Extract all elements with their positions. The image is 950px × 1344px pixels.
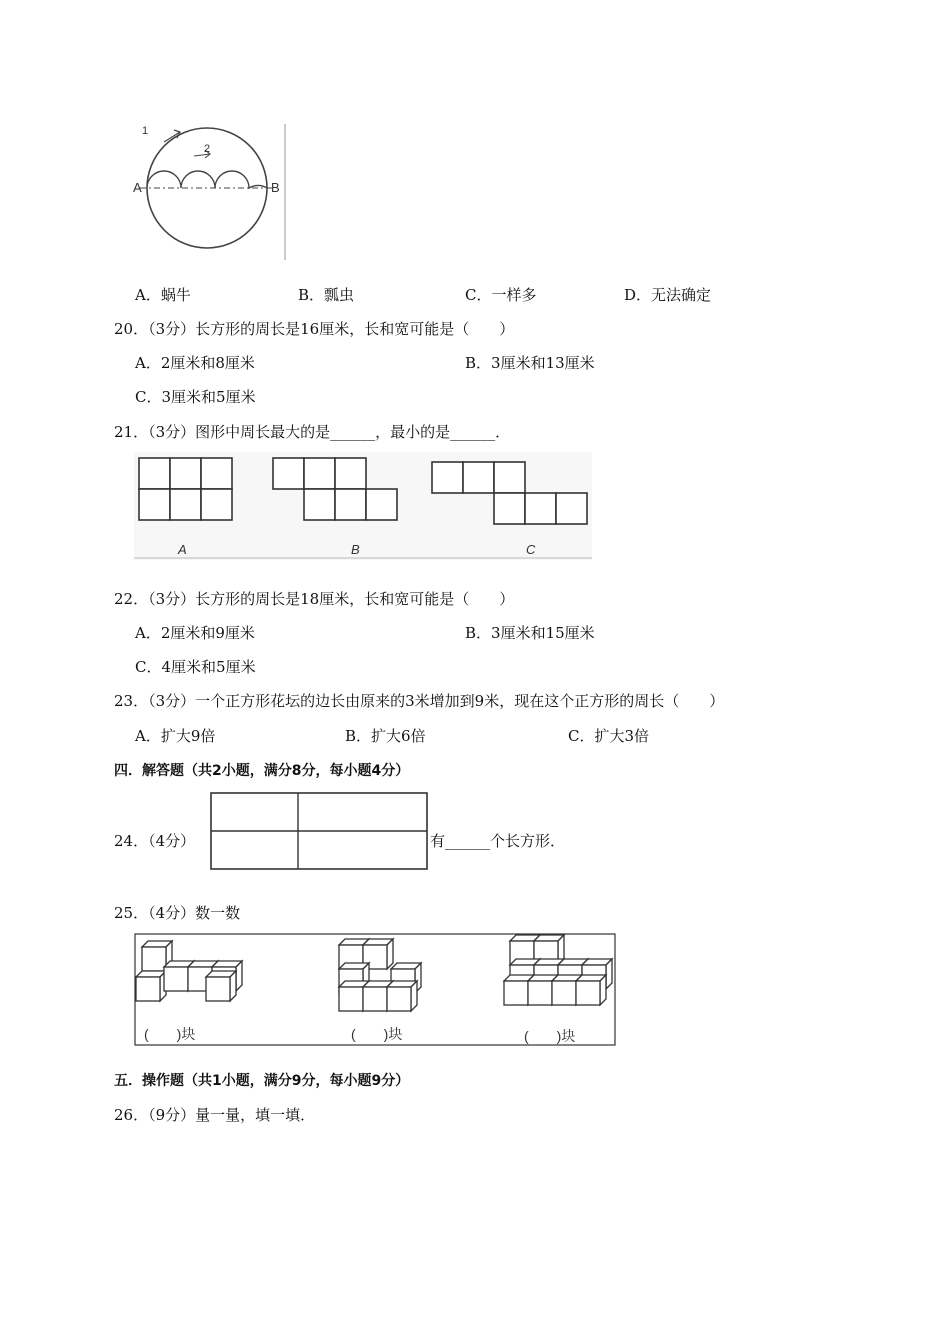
- q19-option-c[interactable]: C．一样多: [465, 286, 537, 304]
- section-5-title: 五．操作题（共1小题，满分9分，每小题9分）: [114, 1073, 410, 1089]
- q19-option-b[interactable]: B．瓢虫: [298, 286, 355, 304]
- q20-option-a[interactable]: A．2厘米和8厘米: [135, 354, 255, 372]
- shape-label-b: B: [351, 542, 360, 557]
- q20-stem: 20．（3分）长方形的周长是16厘米，长和宽可能是（ ）: [114, 320, 515, 338]
- q20-option-b[interactable]: B．3厘米和13厘米: [465, 354, 595, 372]
- shape-label-a: A: [178, 542, 187, 557]
- cube-label-b: ( )块: [351, 1026, 403, 1042]
- q22-stem: 22．（3分）长方形的周长是18厘米，长和宽可能是（ ）: [114, 590, 515, 608]
- snail-ladybug-circle-figure: [132, 118, 292, 263]
- q21-stem: 21．（3分）图形中周长最大的是______，最小的是______．: [114, 423, 511, 441]
- q24-suffix: 有______个长方形．: [430, 832, 566, 850]
- q24-prefix: 24．（4分）: [114, 832, 196, 850]
- q20-option-c[interactable]: C．3厘米和5厘米: [135, 388, 256, 406]
- q22-option-c[interactable]: C．4厘米和5厘米: [135, 658, 256, 676]
- q22-option-a[interactable]: A．2厘米和9厘米: [135, 624, 255, 642]
- q23-option-c[interactable]: C．扩大3倍: [568, 727, 650, 745]
- label-1: 1: [142, 125, 149, 137]
- q23-option-a[interactable]: A．扩大9倍: [135, 727, 216, 745]
- label-2: 2: [204, 143, 211, 155]
- q19-option-d[interactable]: D．无法确定: [624, 286, 712, 304]
- q25-stem: 25．（4分）数一数: [114, 904, 241, 922]
- section-4-title: 四．解答题（共2小题，满分8分，每小题4分）: [114, 763, 410, 779]
- cube-label-a: ( )块: [144, 1026, 196, 1042]
- q23-option-b[interactable]: B．扩大6倍: [345, 727, 426, 745]
- shape-label-c: C: [526, 542, 536, 557]
- cube-label-c: ( )块: [524, 1028, 576, 1044]
- count-cubes-figure: [134, 933, 618, 1048]
- q22-option-b[interactable]: B．3厘米和15厘米: [465, 624, 595, 642]
- label-a: A: [133, 180, 142, 195]
- rectangles-count-figure: [210, 791, 430, 871]
- q19-option-a[interactable]: A．蜗牛: [135, 286, 191, 304]
- label-b: B: [271, 180, 280, 195]
- q26-stem: 26．（9分）量一量，填一填．: [114, 1106, 316, 1124]
- q23-stem: 23．（3分）一个正方形花坛的边长由原来的3米增加到9米，现在这个正方形的周长（ ）: [114, 692, 725, 710]
- perimeter-shapes-figure: [134, 452, 594, 562]
